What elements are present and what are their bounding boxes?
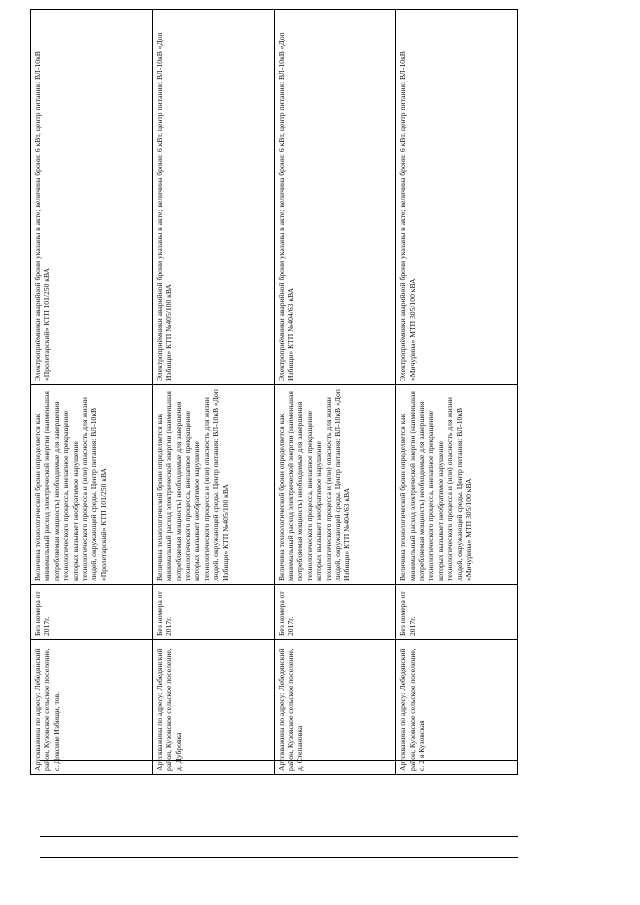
rotated-table-container xyxy=(30,10,518,775)
cell-address: Артскважина по адресу: Лебедянский район, Кузовское сельское поселение, с. 2 я Кузовская xyxy=(396,640,518,775)
table-row xyxy=(31,10,153,775)
cell-number: Без номера от 2017г. xyxy=(31,585,153,640)
reservation-table xyxy=(30,9,518,775)
cell-tech-reserve: Величина технологической брони определяется как минимальный расход электрической энергии (наименьшая потребляемая мощность) необходимые для завершения технологического процесса, внезапное прекращение которых вызывает необратимое нарушение технологического процесса и (или) опасность для жизни людей, окружающей среды. Центр питания: ВЛ-10кВ «Доп Избищи» КТП №405/100 кВА xyxy=(152,385,274,585)
page-rule-middle xyxy=(40,836,518,837)
cell-emergency-reserve: Электроприёмники аварийной брони указаны в акте; величина брони: 6 кВт, центр питания: ВЛ-10кВ «Пролетарский» КТП 101/250 кВА xyxy=(31,10,153,385)
cell-tech-reserve: Величина технологической брони определяется как минимальный расход электрической энергии (наименьшая потребляемая мощность) необходимые для завершения технологического процесса, внезапное прекращение которых вызывает необратимое нарушение технологического процесса и (или) опасность для жизни людей, окружающей среды. Центр питания: ВЛ-10кВ «Пролетарский» КТП 101/250 кВА xyxy=(31,385,153,585)
cell-emergency-reserve: Электроприёмники аварийной брони указаны в акте; величина брони: 6 кВт, центр питания: ВЛ-10кВ «Мичурина» МТП 305/100 кВА xyxy=(396,10,518,385)
table-row xyxy=(152,10,274,775)
table-row xyxy=(396,10,518,775)
cell-number: Без номера от 2017г. xyxy=(274,585,396,640)
cell-tech-reserve: Величина технологической брони определяется как минимальный расход электрической энергии (наименьшая потребляемая мощность) необходимые для завершения технологического процесса, внезапное прекращение которых вызывает необратимое нарушение технологического процесса и (или) опасность для жизни людей, окружающей среды. Центр питания: ВЛ-10кВ «Доп Избищи» КТП №404/63 кВА xyxy=(274,385,396,585)
cell-emergency-reserve: Электроприёмники аварийной брони указаны в акте; величина брони: 6 кВт, центр питания: ВЛ-10кВ «Доп Избищи» КТП №405/100 кВА xyxy=(152,10,274,385)
cell-emergency-reserve: Электроприёмники аварийной брони указаны в акте; величина брони: 6 кВт, центр питания: ВЛ-10кВ «Доп Избищи» КТП №404/63 кВА xyxy=(274,10,396,385)
cell-address: Артскважина по адресу: Лебедянский район, Кузовское сельское поселение, с. Доксине Избищи, тов. xyxy=(31,640,153,775)
table-row xyxy=(274,10,396,775)
cell-tech-reserve: Величина технологической брони определяется как минимальный расход электрической энергии (наименьшая потребляемая мощность) необходимые для завершения технологического процесса, внезапное прекращение которых вызывает необратимое нарушение технологического процесса и (или) опасность для жизни людей, окружающей среды. Центр питания: ВЛ-10кВ «Мичурина» МТП 305/100 кВА xyxy=(396,385,518,585)
cell-number: Без номера от 2017г. xyxy=(396,585,518,640)
page-rule-bottom xyxy=(40,857,518,858)
cell-address: Артскважина по адресу: Лебедянский район, Кузовское сельское поселение, д. Степановка xyxy=(274,640,396,775)
cell-address: Артскважина по адресу: Лебедянский район, Кузовское сельское поселение, д. Дубровка xyxy=(152,640,274,775)
cell-number: Без номера от 2017г. xyxy=(152,585,274,640)
